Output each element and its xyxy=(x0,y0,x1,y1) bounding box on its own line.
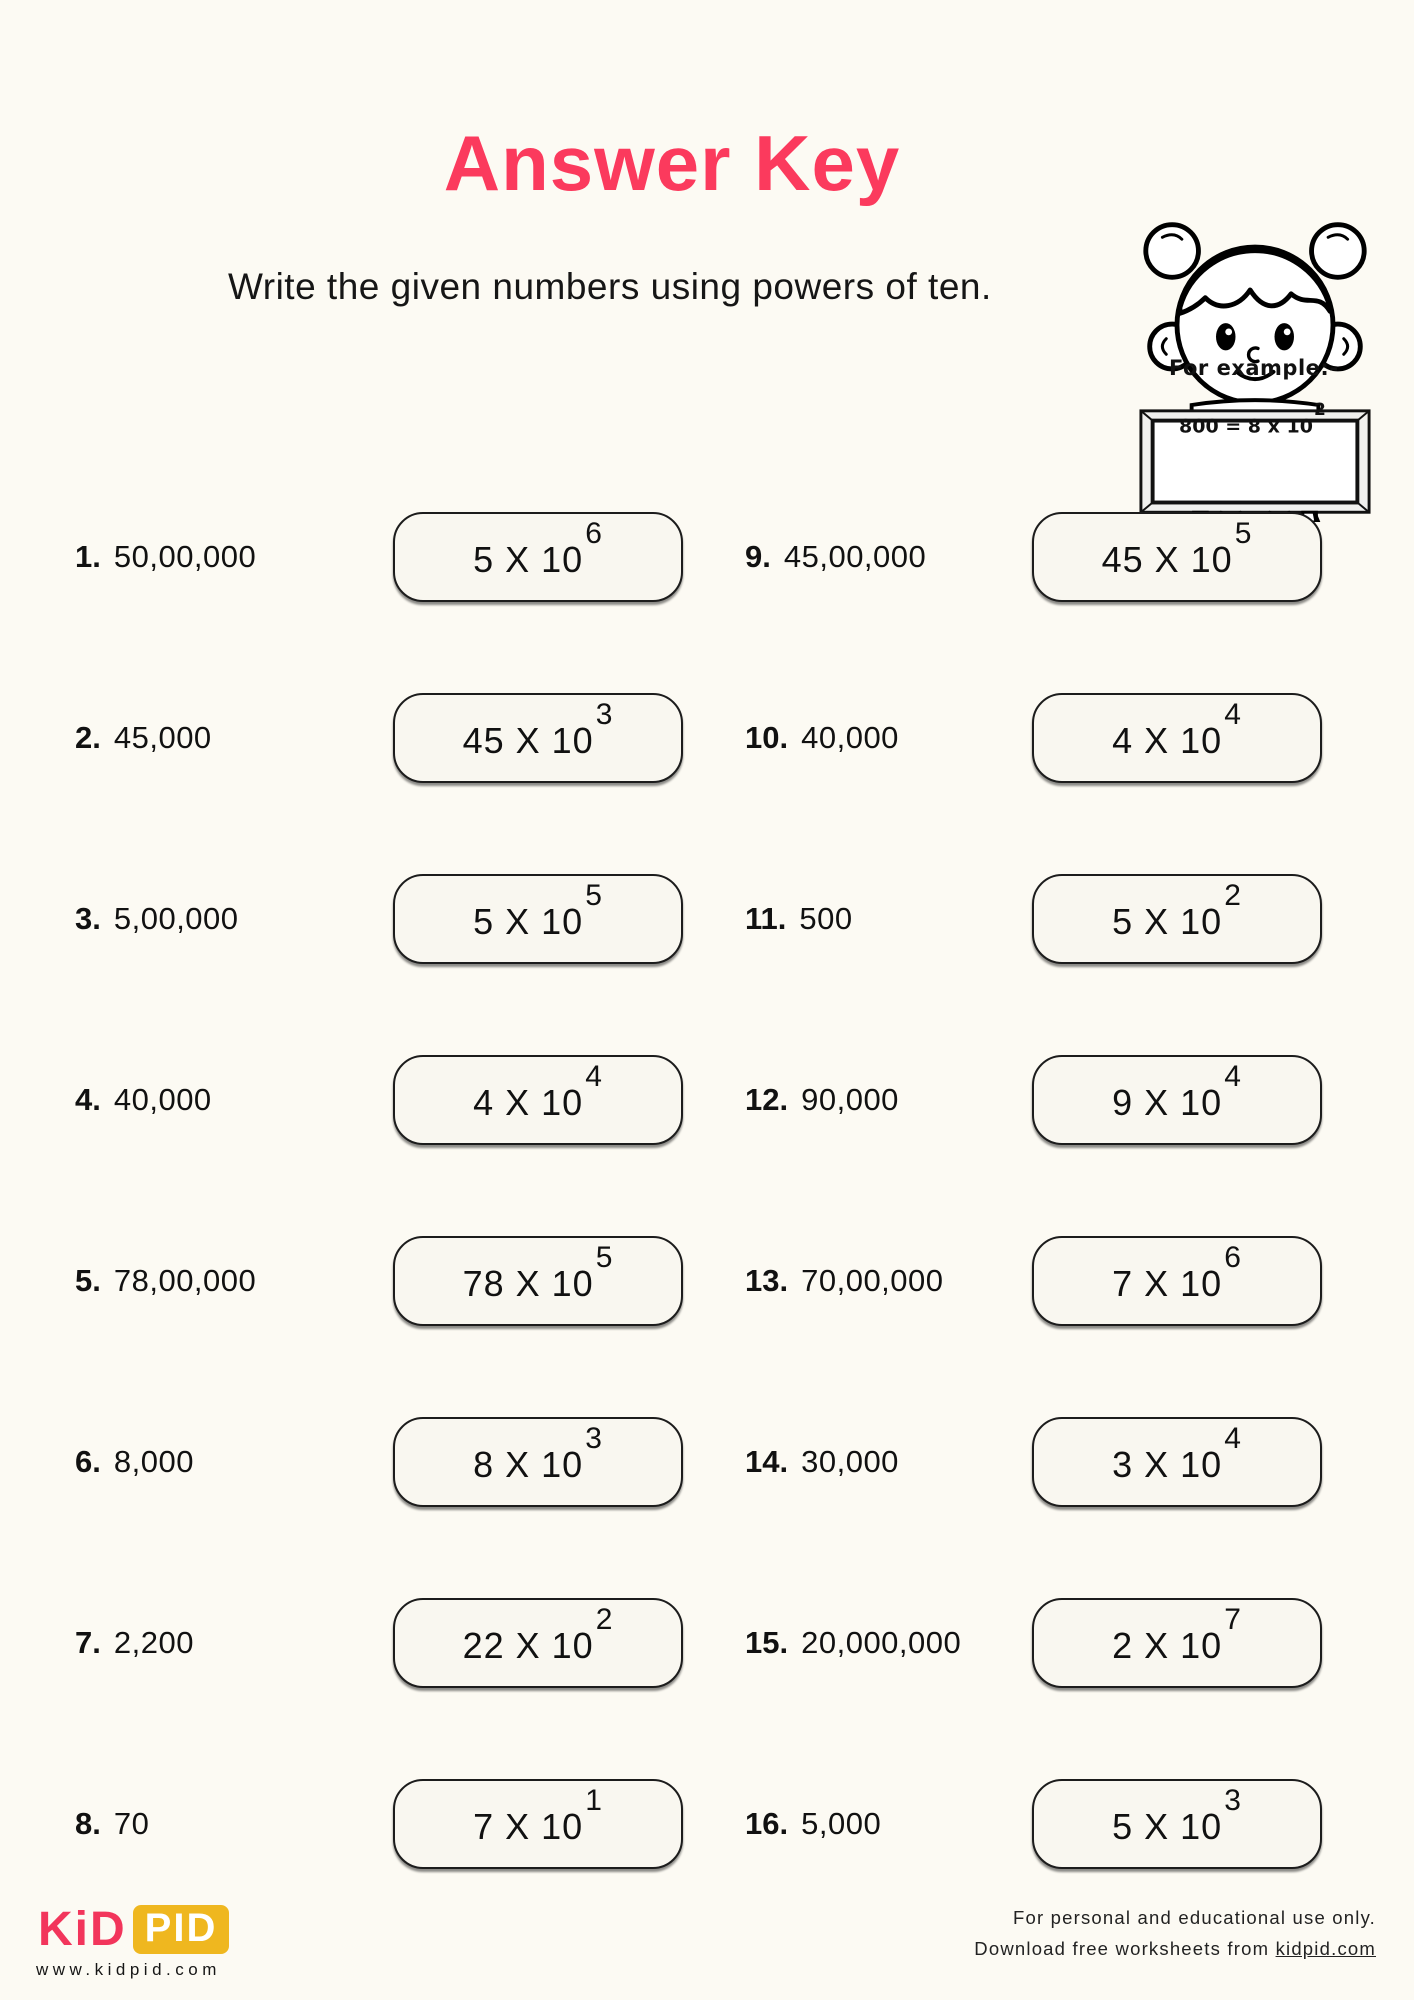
answer-base: 45 X 10 xyxy=(1101,538,1233,580)
answer-box xyxy=(393,1055,683,1145)
kidpid-link[interactable]: kidpid.com xyxy=(1275,1937,1376,1959)
answer-box xyxy=(1032,693,1322,783)
problem-label xyxy=(75,1806,393,1842)
problem-value: 45,00,000 xyxy=(783,538,927,574)
problem-row xyxy=(0,1733,690,1914)
problem-label xyxy=(75,1082,393,1118)
answer-base: 5 X 10 xyxy=(473,900,584,942)
problem-number: 13. xyxy=(745,1262,789,1298)
problem-row xyxy=(690,1733,1414,1914)
problem-label xyxy=(745,1444,1032,1480)
answer-text xyxy=(462,697,614,762)
answer-box xyxy=(1032,1055,1322,1145)
logo-kid-text: KiD xyxy=(38,1903,127,1956)
problem-label xyxy=(745,901,1032,937)
answer-exponent: 5 xyxy=(585,878,603,912)
problem-row xyxy=(0,647,690,828)
example-sign-heading: For example:- xyxy=(1169,356,1339,380)
page-title: Answer Key xyxy=(443,119,901,207)
problem-number: 16. xyxy=(745,1805,789,1841)
problem-row xyxy=(690,1371,1414,1552)
problem-value: 70 xyxy=(113,1805,150,1841)
answer-base: 7 X 10 xyxy=(1112,1262,1223,1304)
example-sign-equation xyxy=(1179,400,1359,438)
answer-text xyxy=(1112,1602,1242,1667)
answer-text xyxy=(473,1059,603,1124)
problem-label xyxy=(75,901,393,937)
answer-exponent: 3 xyxy=(595,697,614,731)
problem-label xyxy=(745,1082,1032,1118)
problem-row xyxy=(0,828,690,1009)
problem-label xyxy=(745,539,1032,575)
worksheet-instruction: Write the given numbers using powers of ten. xyxy=(228,266,992,307)
answer-box xyxy=(393,1236,683,1326)
answer-box xyxy=(393,874,683,964)
example-equation-base: 800 = 8 x 10 xyxy=(1179,415,1313,438)
problem-label xyxy=(745,1806,1032,1842)
problem-value: 78,00,000 xyxy=(113,1262,257,1298)
answer-base: 8 X 10 xyxy=(473,1443,584,1485)
problem-value: 70,00,000 xyxy=(801,1262,944,1298)
website-url: www.kidpid.com xyxy=(36,1960,221,1979)
problem-value: 2,200 xyxy=(113,1624,194,1660)
problem-number: 5. xyxy=(75,1262,101,1298)
example-equation-exponent: 2 xyxy=(1313,400,1326,420)
answer-text xyxy=(1112,697,1242,762)
problem-value: 90,000 xyxy=(801,1081,899,1117)
answer-box xyxy=(393,1598,683,1688)
answer-text xyxy=(473,1421,603,1486)
problem-number: 7. xyxy=(75,1624,101,1660)
problem-value: 40,000 xyxy=(113,1081,212,1117)
problem-label xyxy=(75,1444,393,1480)
problem-label xyxy=(75,720,393,756)
problem-label xyxy=(75,1625,393,1661)
answer-base: 5 X 10 xyxy=(1112,900,1223,942)
answer-text xyxy=(1112,1421,1242,1486)
problem-label xyxy=(75,539,393,575)
problem-row xyxy=(690,1190,1414,1371)
answer-text xyxy=(473,516,603,581)
answer-text xyxy=(1101,516,1253,581)
problem-value: 50,00,000 xyxy=(113,538,257,574)
answer-text xyxy=(473,878,603,943)
answer-exponent: 4 xyxy=(1224,1059,1242,1093)
problem-value: 20,000,000 xyxy=(801,1624,962,1660)
answer-base: 4 X 10 xyxy=(1112,719,1223,761)
answer-exponent: 5 xyxy=(1234,516,1253,550)
logo-pid-badge: PID xyxy=(133,1905,230,1954)
problem-number: 4. xyxy=(75,1081,101,1117)
problem-number: 14. xyxy=(745,1443,789,1479)
problem-value: 500 xyxy=(799,900,853,936)
answer-exponent: 4 xyxy=(585,1059,603,1093)
answer-base: 9 X 10 xyxy=(1112,1081,1223,1123)
answer-base: 3 X 10 xyxy=(1112,1443,1223,1485)
answer-text xyxy=(1112,878,1242,943)
answer-exponent: 2 xyxy=(595,1602,614,1636)
answer-text xyxy=(462,1602,614,1667)
answer-box xyxy=(393,512,683,602)
problem-number: 3. xyxy=(75,900,101,936)
answer-exponent: 7 xyxy=(1224,1602,1242,1636)
problem-value: 30,000 xyxy=(801,1443,899,1479)
problem-number: 2. xyxy=(75,719,101,755)
problem-label xyxy=(745,720,1032,756)
answer-box xyxy=(1032,512,1322,602)
usage-line2 xyxy=(974,1934,1376,1965)
answer-exponent: 6 xyxy=(1224,1240,1242,1274)
answer-box xyxy=(393,1779,683,1869)
answer-box xyxy=(393,1417,683,1507)
answer-base: 78 X 10 xyxy=(462,1262,594,1304)
answer-base: 4 X 10 xyxy=(473,1081,584,1123)
answer-exponent: 6 xyxy=(585,516,603,550)
problem-label xyxy=(75,1263,393,1299)
problem-number: 12. xyxy=(745,1081,789,1117)
answer-box xyxy=(393,693,683,783)
answer-box xyxy=(1032,1779,1322,1869)
problem-number: 10. xyxy=(745,719,789,755)
problem-row xyxy=(0,1009,690,1190)
answer-base: 45 X 10 xyxy=(462,719,594,761)
problem-number: 1. xyxy=(75,538,101,574)
usage-line1: For personal and educational use only. xyxy=(1012,1907,1376,1928)
problem-row xyxy=(690,1552,1414,1733)
kidpid-logo xyxy=(38,1902,229,1957)
answer-base: 7 X 10 xyxy=(473,1805,584,1847)
problem-label xyxy=(745,1625,1032,1661)
problem-number: 11. xyxy=(745,900,787,936)
problem-number: 6. xyxy=(75,1443,101,1479)
problem-number: 9. xyxy=(745,538,771,574)
problem-value: 45,000 xyxy=(113,719,212,755)
answer-exponent: 3 xyxy=(585,1421,603,1455)
answer-text xyxy=(1112,1059,1242,1124)
problem-value: 40,000 xyxy=(801,719,899,755)
usage-note xyxy=(974,1903,1376,1964)
answer-base: 22 X 10 xyxy=(462,1624,594,1666)
problem-value: 5,000 xyxy=(801,1805,882,1841)
problem-value: 8,000 xyxy=(113,1443,194,1479)
answer-text xyxy=(1112,1240,1242,1305)
usage-line2-prefix: Download free worksheets from xyxy=(974,1937,1276,1959)
answer-exponent: 4 xyxy=(1224,1421,1242,1455)
answer-exponent: 4 xyxy=(1224,697,1242,731)
answer-exponent: 2 xyxy=(1224,878,1242,912)
answer-base: 5 X 10 xyxy=(473,538,584,580)
answer-text xyxy=(473,1783,603,1848)
problem-value: 5,00,000 xyxy=(113,900,239,936)
problem-row xyxy=(0,1190,690,1371)
problem-row xyxy=(690,466,1414,647)
answer-base: 2 X 10 xyxy=(1112,1624,1223,1666)
problem-row xyxy=(0,1371,690,1552)
problem-row xyxy=(690,647,1414,828)
answer-exponent: 5 xyxy=(595,1240,614,1274)
answer-text xyxy=(462,1240,614,1305)
problems-grid xyxy=(0,466,1414,1914)
answer-box xyxy=(1032,1598,1322,1688)
answer-exponent: 1 xyxy=(585,1783,603,1817)
problem-label xyxy=(745,1263,1032,1299)
answer-box xyxy=(1032,1236,1322,1326)
problem-number: 8. xyxy=(75,1805,101,1841)
answer-box xyxy=(1032,874,1322,964)
answer-box xyxy=(1032,1417,1322,1507)
answer-text xyxy=(1112,1783,1242,1848)
problem-row xyxy=(0,1552,690,1733)
problem-number: 15. xyxy=(745,1624,789,1660)
answer-exponent: 3 xyxy=(1224,1783,1242,1817)
answer-base: 5 X 10 xyxy=(1112,1805,1223,1847)
problem-row xyxy=(0,466,690,647)
problem-row xyxy=(690,1009,1414,1190)
problem-row xyxy=(690,828,1414,1009)
